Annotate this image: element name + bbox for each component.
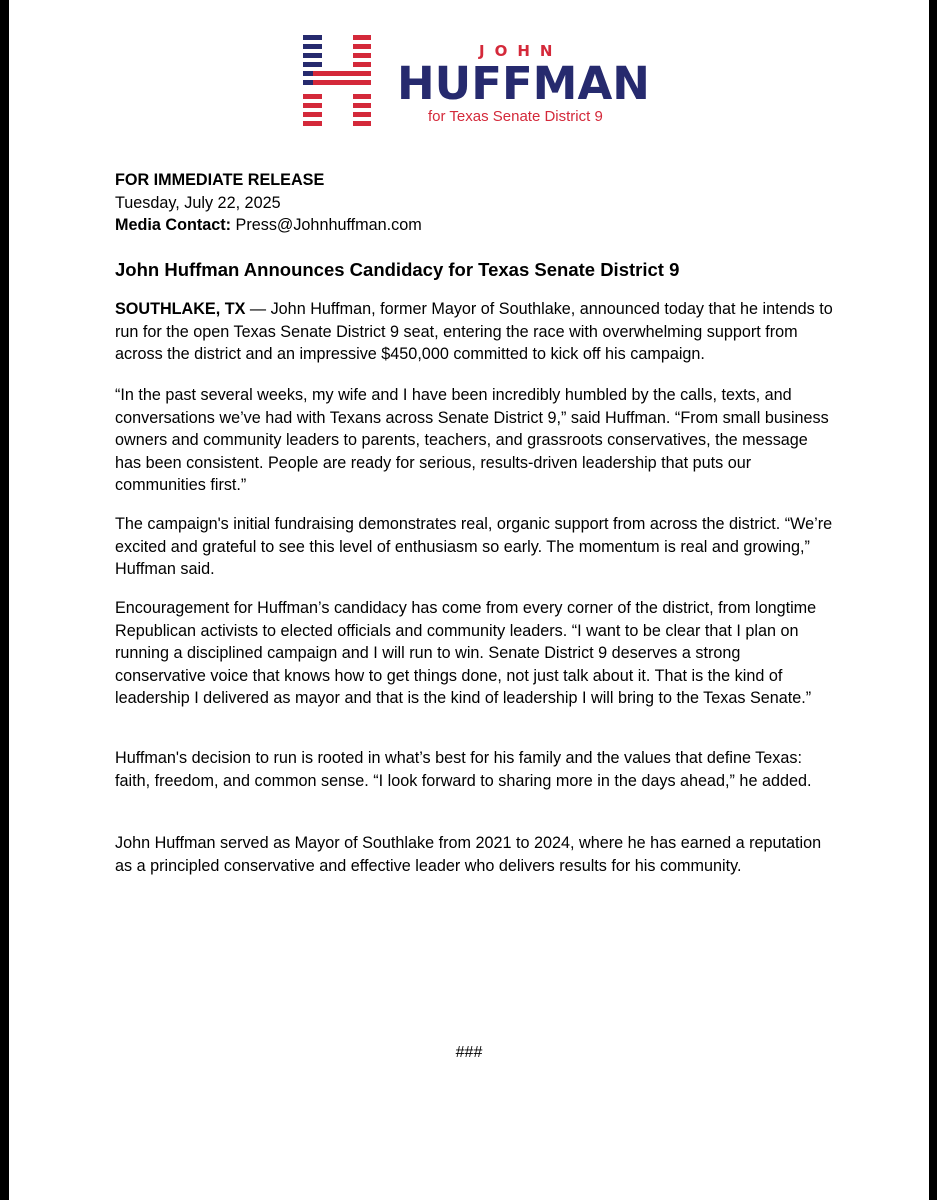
- media-contact-label: Media Contact:: [115, 216, 232, 234]
- end-of-release-mark: ###: [455, 1044, 483, 1061]
- body-paragraph-6: [115, 832, 835, 877]
- paragraph-text: Huffman's decision to run is rooted in what’s best for his family and the values that define Texas: faith, freedom, and common sense. “I look forward to sharing more in the days ahead,” he added.: [115, 749, 812, 790]
- paragraph-text: The campaign's initial fundraising demonstrates real, organic support from across the district. “We’re excited and grateful to see this level of enthusiasm so early. The momentum is real and growing,” Huffman said.: [115, 515, 833, 578]
- release-label: FOR IMMEDIATE RELEASE: [115, 171, 325, 189]
- media-contact-email: Press@Johnhuffman.com: [231, 216, 422, 234]
- logo-last-name: HUFFMAN: [397, 57, 650, 110]
- paragraph-text: John Huffman served as Mayor of Southlake from 2021 to 2024, where he has earned a reputation as a principled conservative and effective leader who delivers results for his community.: [115, 834, 822, 875]
- release-date: Tuesday, July 22, 2025: [115, 193, 281, 212]
- campaign-logo: [294, 33, 652, 133]
- body-paragraph-5: [115, 747, 835, 792]
- press-release-headline: John Huffman Announces Candidacy for Texas Senate District 9: [115, 259, 680, 280]
- release-header: [115, 169, 835, 237]
- body-paragraph-4: [115, 597, 835, 710]
- dateline: SOUTHLAKE, TX: [115, 300, 246, 318]
- paragraph-text: “In the past several weeks, my wife and I have been incredibly humbled by the calls, texts, and conversations we’ve had with Texans across Senate District 9,” said Huffman. “From small business owners and community leaders to parents, teachers, and grassroots conservatives, the message has been consistent. People are ready for serious, results-driven leadership that puts our communities first.”: [115, 386, 829, 494]
- body-paragraph-1: [115, 298, 835, 366]
- body-paragraph-3: [115, 513, 835, 581]
- h-stripes-logo-icon: [294, 33, 374, 133]
- paragraph-text: — John Huffman, former Mayor of Southlake, announced today that he intends to run for the open Texas Senate District 9 seat, entering the race with overwhelming support from across the district and an impressive $450,000 committed to kick off his campaign.: [115, 300, 833, 363]
- logo-first-name: JOHN: [479, 42, 563, 60]
- document-page: [9, 0, 929, 1200]
- body-paragraph-2: [115, 384, 835, 497]
- logo-tagline: for Texas Senate District 9: [428, 108, 603, 125]
- media-contact: [115, 214, 835, 237]
- paragraph-text: Encouragement for Huffman’s candidacy has come from every corner of the district, from longtime Republican activists to elected officials and community leaders. “I want to be clear that I plan on running a disciplined campaign and I will run to win. Senate District 9 deserves a strong conservative voice that knows how to get things done, not just talk about it. That is the kind of leadership I delivered as mayor and that is the kind of leadership I will bring to the Texas Senate.”: [115, 599, 817, 707]
